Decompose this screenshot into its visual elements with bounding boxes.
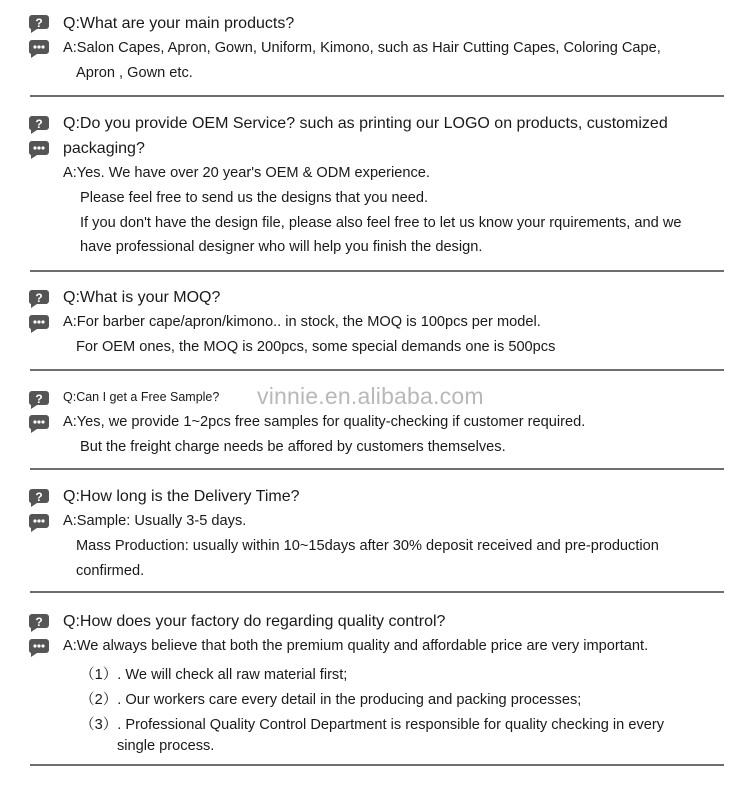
answer-text: （1）. We will check all raw material first; <box>80 667 348 683</box>
answer-text: single process. <box>117 738 215 754</box>
chat-bubble-icon <box>29 514 49 532</box>
svg-text:?: ? <box>35 615 43 629</box>
chat-bubble-icon <box>29 315 49 333</box>
question-bubble-icon <box>29 489 49 507</box>
chat-bubble-icon <box>29 141 49 159</box>
divider <box>30 591 724 593</box>
answer-text: A:We always believe that both the premium quality and affordable price are very important. <box>63 638 649 654</box>
svg-text:?: ? <box>35 392 43 406</box>
divider <box>30 270 724 272</box>
question-text: packaging? <box>63 140 145 157</box>
svg-text:?: ? <box>35 291 43 305</box>
divider <box>30 369 724 371</box>
answer-text: But the freight charge needs be affored by customers themselves. <box>80 439 506 455</box>
chat-bubble-icon <box>29 415 49 433</box>
answer-text: A:Salon Capes, Apron, Gown, Uniform, Kimono, such as Hair Cutting Capes, Coloring Cape, <box>63 40 661 56</box>
divider <box>30 468 724 470</box>
question-bubble-icon <box>29 116 49 134</box>
question-text: Q:Do you provide OEM Service? such as printing our LOGO on products, customized <box>63 115 668 132</box>
question-text: Q:What are your main products? <box>63 15 295 32</box>
answer-text: Apron , Gown etc. <box>76 65 193 81</box>
question-bubble-icon <box>29 15 49 33</box>
svg-text:?: ? <box>35 16 43 30</box>
question-text: Q:Can I get a Free Sample? <box>63 390 220 404</box>
answer-text: A:For barber cape/apron/kimono.. in stock, the MOQ is 100pcs per model. <box>63 314 541 330</box>
answer-text: confirmed. <box>76 563 145 579</box>
question-bubble-icon <box>29 290 49 308</box>
question-text: Q:What is your MOQ? <box>63 289 221 306</box>
svg-text:?: ? <box>35 490 43 504</box>
svg-text:?: ? <box>35 117 43 131</box>
watermark: vinnie.en.alibaba.com <box>257 383 484 409</box>
chat-bubble-icon <box>29 639 49 657</box>
answer-text: A:Yes. We have over 20 year's OEM & ODM experience. <box>63 165 430 181</box>
divider <box>30 95 724 97</box>
question-bubble-icon <box>29 391 49 409</box>
divider <box>30 764 724 766</box>
question-bubble-icon <box>29 614 49 632</box>
answer-text: If you don't have the design file, please also feel free to let us know your rquirements, and we <box>80 215 682 231</box>
question-text: Q:How long is the Delivery Time? <box>63 488 300 505</box>
question-text: Q:How does your factory do regarding quality control? <box>63 613 446 630</box>
answer-text: （3）. Professional Quality Control Department is responsible for quality checking in every <box>80 717 665 733</box>
answer-text: Mass Production: usually within 10~15days after 30% deposit received and pre-production <box>76 538 659 554</box>
answer-text: have professional designer who will help you finish the design. <box>80 239 483 255</box>
answer-text: Please feel free to send us the designs that you need. <box>80 190 429 206</box>
answer-text: A:Yes, we provide 1~2pcs free samples for quality-checking if customer required. <box>63 414 586 430</box>
chat-bubble-icon <box>29 40 49 58</box>
answer-text: For OEM ones, the MOQ is 200pcs, some special demands one is 500pcs <box>76 339 556 355</box>
answer-text: （2）. Our workers care every detail in the producing and packing processes; <box>80 692 582 708</box>
answer-text: A:Sample: Usually 3-5 days. <box>63 513 247 529</box>
